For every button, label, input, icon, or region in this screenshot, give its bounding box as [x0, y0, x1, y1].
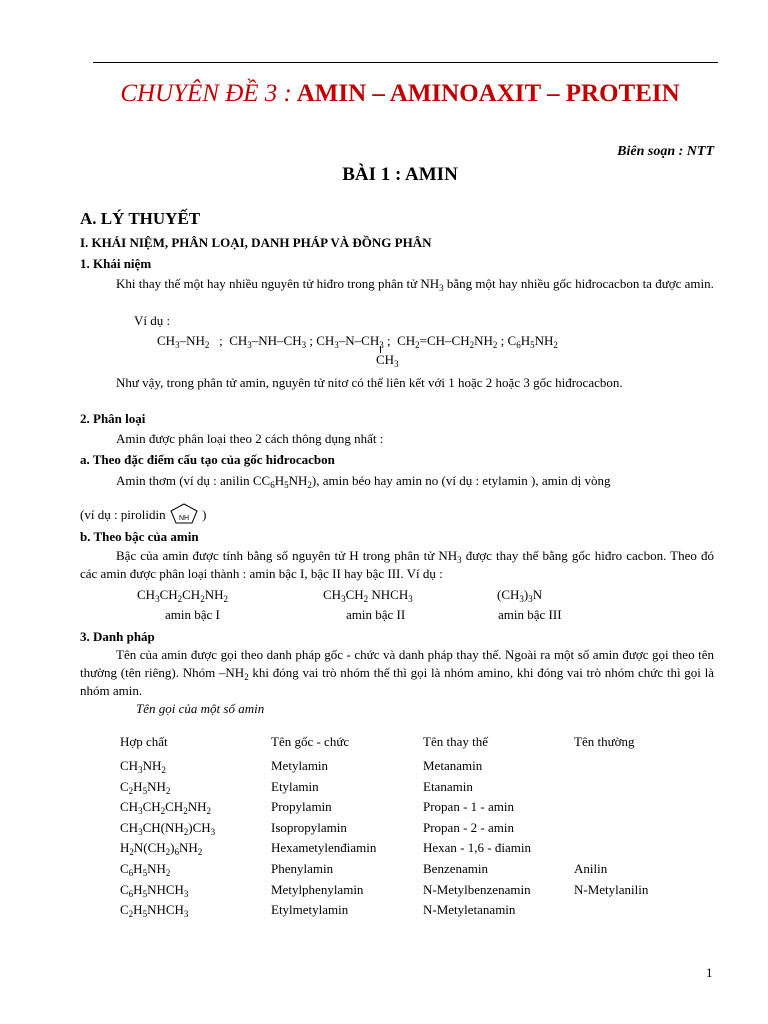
title-prefix: CHUYÊN ĐỀ 3 :	[120, 80, 292, 107]
table-row	[120, 902, 714, 923]
header-common-name: Tên thường	[574, 734, 635, 749]
table-row	[120, 779, 714, 800]
table-header-row	[120, 734, 714, 758]
substitutive-name-cell: Propan - 1 - amin	[423, 799, 514, 815]
compound-cell: $CH_3NH_2$	[120, 758, 166, 775]
common-name-cell	[574, 820, 714, 841]
radical-name-cell: Etylmetylamin	[271, 902, 349, 918]
example-label: Ví dụ :	[134, 313, 171, 328]
compound-cell: $CH_3CH_2CH_2NH_2$	[120, 799, 211, 817]
table-row	[120, 882, 714, 903]
primary-amine-formula: $CH_3CH_2CH_2NH_2$	[137, 587, 228, 604]
table-row	[120, 799, 714, 820]
radical-name-cell: Isopropylamin	[271, 819, 347, 835]
level-1-label: amin bậc I	[165, 607, 220, 622]
radical-name-cell: Metylamin	[271, 758, 329, 773]
radical-name-cell: Etylamin	[271, 778, 319, 794]
top-rule	[93, 62, 718, 63]
amine-examples: $CH_3-NH_2$ ; $CH_3-NH-CH_3$ ; $CH_3-N-CH_3$ ; $CH_2=CH-CH_2NH_2$ ; $C_6H_5NH_2$	[157, 333, 558, 350]
concept-paragraph: Khi thay thế một hay nhiều nguyên tử hiđro trong phân tử $NH_3$ bằng một hay nhiều gốc hiđrocacbon ta được amin.	[116, 276, 714, 293]
concept-heading: 1. Khái niệm	[80, 256, 152, 271]
common-name-cell	[574, 779, 714, 800]
common-name-cell: N-Metylanilin	[574, 881, 649, 897]
title-main: AMIN – AMINOAXIT – PROTEIN	[296, 80, 680, 107]
table-caption: Tên gọi của một số amin	[136, 701, 265, 716]
radical-name-cell: Propylamin	[271, 799, 332, 815]
common-name-cell	[574, 840, 714, 861]
header-radical-name: Tên gốc - chức	[271, 734, 350, 749]
nomenclature-paragraph: Tên của amin được gọi theo danh pháp gốc - chức và danh pháp thay thế. Ngoài ra một số amin được gọi theo tên thường (tên riêng). Nhóm $-NH_2$ khi đóng vai trò nhóm thế thì gọi là nhóm amino, khi đóng vai trò nhóm chức thì gọi là nhóm amin.	[80, 647, 714, 698]
classification-heading: 2. Phân loại	[80, 411, 146, 426]
table-row	[120, 861, 714, 882]
common-name-cell	[574, 758, 714, 779]
svg-text:NH: NH	[178, 515, 189, 522]
radical-name-cell: Phenylamin	[271, 860, 334, 876]
header-compound: Hợp chất	[120, 734, 168, 749]
secondary-amine-formula: $CH_3CH_2$ $NHCH_3$	[323, 587, 413, 604]
radical-name-cell: Metylphenylamin	[271, 881, 364, 897]
methyl-substituent: $CH_3$	[376, 352, 399, 369]
page-title	[0, 80, 768, 108]
page-number: 1	[706, 965, 713, 980]
common-name-cell	[574, 799, 714, 820]
pyrrolidine-ring-icon	[169, 503, 199, 525]
author-line: Biên soạn : NTT	[617, 144, 714, 159]
compound-cell: $C_2H_5NH_2$	[120, 778, 171, 796]
common-name-cell: Anilin	[574, 860, 608, 876]
table-row	[120, 820, 714, 841]
structure-heading: a. Theo đặc điểm cấu tạo của gốc hiđrocacbon	[80, 452, 335, 467]
substitutive-name-cell: Propan - 2 - amin	[423, 819, 514, 835]
substitutive-name-cell: Benzenamin	[423, 860, 488, 876]
amine-names-table	[120, 734, 714, 923]
compound-cell: $C_6H_5NH_2$	[120, 860, 171, 878]
structure-paragraph: Amin thơm (ví dụ : anilin $CC_6H_5NH_2$), amin béo hay amin no (ví dụ : etylamin ), amin dị vòng	[116, 473, 611, 490]
substitutive-name-cell: Hexan - 1,6 - điamin	[423, 840, 531, 856]
classification-intro: Amin được phân loại theo 2 cách thông dụng nhất :	[116, 431, 384, 446]
compound-cell: $C_6H_5NHCH_3$	[120, 881, 189, 899]
tertiary-amine-formula: $(CH_3)_3N$	[497, 587, 543, 604]
concept-paragraph-2: Như vậy, trong phân tử amin, nguyên tử nitơ có thể liên kết với 1 hoặc 2 hoặc 3 gốc hiđrocacbon.	[116, 375, 623, 390]
header-substitutive-name: Tên thay thế	[423, 734, 488, 749]
lesson-title: BÀI 1 : AMIN	[342, 164, 458, 185]
level-3-label: amin bậc III	[498, 607, 562, 622]
common-name-cell	[574, 902, 714, 923]
substitutive-name-cell: N-Metyletanamin	[423, 902, 516, 918]
level-2-label: amin bậc II	[346, 607, 406, 622]
substitutive-name-cell: N-Metylbenzenamin	[423, 881, 531, 897]
substitutive-name-cell: Metanamin	[423, 758, 483, 773]
compound-cell: $H_2N(CH_2)_6NH_2$	[120, 840, 203, 858]
section-a-heading: A. LÝ THUYẾT	[80, 209, 201, 228]
degree-heading: b. Theo bậc của amin	[80, 529, 199, 544]
substitutive-name-cell: Etanamin	[423, 778, 473, 794]
radical-name-cell: Hexametylenđiamin	[271, 840, 377, 856]
compound-cell: $CH_3CH(NH_2)CH_3$	[120, 819, 216, 837]
degree-paragraph: Bậc của amin được tính bằng số nguyên tử H trong phân tử $NH_3$ được thay thế bằng gốc hiđro cacbon. Theo đó các amin được phân loại thành : amin bậc I, bậc II hay bậc III. Ví dụ :	[80, 548, 714, 581]
section-i-heading: I. KHÁI NIỆM, PHÂN LOẠI, DANH PHÁP VÀ ĐỒNG PHÂN	[80, 235, 432, 250]
nomenclature-heading: 3. Danh pháp	[80, 629, 155, 644]
table-row	[120, 758, 714, 779]
pyrrolidine-example: (ví dụ : pirolidin NH )	[80, 503, 206, 525]
compound-cell: $C_2H_5NHCH_3$	[120, 902, 189, 920]
table-row	[120, 840, 714, 861]
